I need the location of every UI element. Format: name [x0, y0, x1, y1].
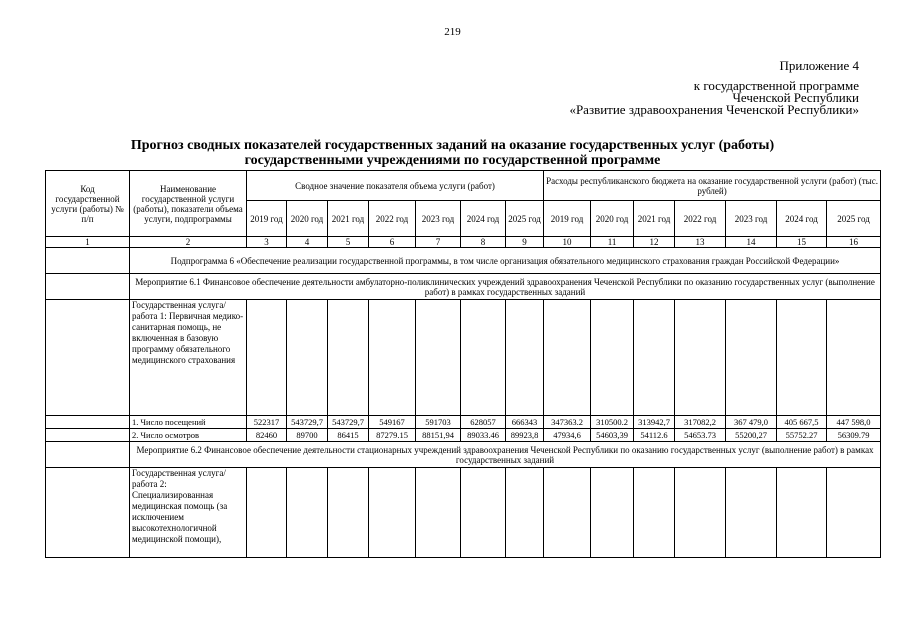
- empty-cell: [827, 300, 881, 416]
- indicator-label: 2. Число осмотров: [130, 429, 247, 442]
- measure-row: [46, 274, 881, 300]
- document-title-line: Прогноз сводных показателей государственных заданий на оказание государственных услуг (работы): [130, 138, 775, 153]
- empty-cell: [506, 468, 544, 558]
- column-number: 14: [726, 237, 777, 248]
- empty-cell: [46, 248, 130, 274]
- value-cell: 89923,8: [506, 429, 544, 442]
- empty-cell: [827, 468, 881, 558]
- empty-cell: [287, 300, 328, 416]
- header-year: 2020 год: [591, 201, 634, 237]
- document-title-line: государственными учреждениями по государственной программе: [244, 153, 661, 168]
- value-cell: 666343: [506, 416, 544, 429]
- service-name: Государственная услуга/работа 1: Первичная медико-санитарная помощь, не включенная в базовую программу обязательного медицинского страхования: [130, 300, 247, 416]
- empty-cell: [591, 468, 634, 558]
- empty-cell: [247, 300, 287, 416]
- empty-cell: [46, 300, 130, 416]
- column-numbers-row: [46, 237, 881, 248]
- empty-cell: [416, 468, 461, 558]
- column-number: 1: [46, 237, 130, 248]
- value-cell: 87279.15: [369, 429, 416, 442]
- empty-cell: [634, 300, 675, 416]
- value-cell: 55752.27: [777, 429, 827, 442]
- header-year: 2023 год: [726, 201, 777, 237]
- document-title: [0, 138, 905, 168]
- header-year: 2020 год: [287, 201, 328, 237]
- forecast-table: [45, 170, 881, 558]
- value-cell: 54653.73: [675, 429, 726, 442]
- empty-cell: [46, 274, 130, 300]
- header-year: 2019 год: [544, 201, 591, 237]
- header-year: 2021 год: [328, 201, 369, 237]
- subprogram-title: Подпрограмма 6 «Обеспечение реализации государственной программы, в том числе организация обязательного медицинского страхования граждан Российской Федерации»: [130, 248, 881, 274]
- empty-cell: [46, 429, 130, 442]
- column-number: 15: [777, 237, 827, 248]
- empty-cell: [544, 468, 591, 558]
- column-number: 3: [247, 237, 287, 248]
- appendix-reference-line: к государственной программе: [693, 78, 859, 93]
- appendix-reference-line: Чеченской Республики: [732, 90, 859, 105]
- column-number: 5: [328, 237, 369, 248]
- header-year: 2019 год: [247, 201, 287, 237]
- empty-cell: [675, 468, 726, 558]
- empty-cell: [46, 468, 130, 558]
- value-cell: 47934,6: [544, 429, 591, 442]
- empty-cell: [506, 300, 544, 416]
- header-year: 2025 год: [827, 201, 881, 237]
- header-year: 2021 год: [634, 201, 675, 237]
- empty-cell: [416, 300, 461, 416]
- value-cell: 54603,39: [591, 429, 634, 442]
- column-number: 7: [416, 237, 461, 248]
- header-name: Наименование государственной услуги (работы), показатели объема услуги, подпрограммы: [130, 171, 247, 237]
- measure-title: Мероприятие 6.1 Финансовое обеспечение деятельности амбулаторно-поликлинических учреждений здравоохранения Чеченской Республики по оказанию государственных услуг (выполнение работ) в рамках государственных заданий: [130, 274, 881, 300]
- value-cell: 89033.46: [461, 429, 506, 442]
- appendix-heading: [569, 60, 859, 116]
- value-cell: 543729,7: [328, 416, 369, 429]
- value-cell: 591703: [416, 416, 461, 429]
- empty-cell: [675, 300, 726, 416]
- empty-cell: [247, 468, 287, 558]
- empty-cell: [726, 300, 777, 416]
- empty-cell: [46, 442, 130, 468]
- empty-cell: [634, 468, 675, 558]
- appendix-number: Приложение 4: [779, 58, 859, 73]
- value-cell: 447 598,0: [827, 416, 881, 429]
- value-cell: 89700: [287, 429, 328, 442]
- value-cell: 628057: [461, 416, 506, 429]
- header-year: 2024 год: [461, 201, 506, 237]
- empty-cell: [544, 300, 591, 416]
- column-number: 2: [130, 237, 247, 248]
- header-expense-group: Расходы республиканского бюджета на оказание государственной услуги (работ) (тыс. рублей): [544, 171, 881, 201]
- header-year: 2025 год: [506, 201, 544, 237]
- value-cell: 56309.79: [827, 429, 881, 442]
- empty-cell: [591, 300, 634, 416]
- value-cell: 317082,2: [675, 416, 726, 429]
- column-number: 16: [827, 237, 881, 248]
- table-row: [46, 429, 881, 442]
- header-year: 2023 год: [416, 201, 461, 237]
- value-cell: 86415: [328, 429, 369, 442]
- header-year: 2022 год: [675, 201, 726, 237]
- empty-cell: [777, 300, 827, 416]
- column-number: 9: [506, 237, 544, 248]
- value-cell: 367 479,0: [726, 416, 777, 429]
- empty-cell: [328, 300, 369, 416]
- empty-cell: [369, 468, 416, 558]
- service-name: Государственная услуга/работа 2: Специализированная медицинская помощь (за исключением высокотехнологичной медицинской помощи),: [130, 468, 247, 558]
- value-cell: 347363.2: [544, 416, 591, 429]
- column-number: 8: [461, 237, 506, 248]
- empty-cell: [287, 468, 328, 558]
- empty-cell: [46, 416, 130, 429]
- empty-cell: [777, 468, 827, 558]
- service-row: [46, 300, 881, 416]
- empty-cell: [369, 300, 416, 416]
- value-cell: 313942,7: [634, 416, 675, 429]
- column-number: 10: [544, 237, 591, 248]
- appendix-reference-line: «Развитие здравоохранения Чеченской Республики»: [569, 102, 859, 117]
- value-cell: 82460: [247, 429, 287, 442]
- column-number: 11: [591, 237, 634, 248]
- column-number: 12: [634, 237, 675, 248]
- header-volume-group: Сводное значение показателя объема услуги (работ): [247, 171, 544, 201]
- value-cell: 405 667,5: [777, 416, 827, 429]
- measure-row: [46, 442, 881, 468]
- subprogram-row: [46, 248, 881, 274]
- column-number: 13: [675, 237, 726, 248]
- header-year: 2024 год: [777, 201, 827, 237]
- value-cell: 522317: [247, 416, 287, 429]
- service-row: [46, 468, 881, 558]
- value-cell: 543729,7: [287, 416, 328, 429]
- measure-title: Мероприятие 6.2 Финансовое обеспечение деятельности стационарных учреждений здравоохранения Чеченской Республики по оказанию государственных услуг (выполнение работ) в рамках государственных заданий: [130, 442, 881, 468]
- value-cell: 310500.2: [591, 416, 634, 429]
- empty-cell: [328, 468, 369, 558]
- column-number: 4: [287, 237, 328, 248]
- value-cell: 549167: [369, 416, 416, 429]
- table-header-row: [46, 171, 881, 201]
- header-code: Код государственной услуги (работы) № п/п: [46, 171, 130, 237]
- value-cell: 54112.6: [634, 429, 675, 442]
- empty-cell: [461, 468, 506, 558]
- empty-cell: [726, 468, 777, 558]
- empty-cell: [461, 300, 506, 416]
- column-number: 6: [369, 237, 416, 248]
- header-year: 2022 год: [369, 201, 416, 237]
- page-number: 219: [444, 26, 461, 38]
- table-row: [46, 416, 881, 429]
- value-cell: 88151,94: [416, 429, 461, 442]
- indicator-label: 1. Число посещений: [130, 416, 247, 429]
- value-cell: 55200,27: [726, 429, 777, 442]
